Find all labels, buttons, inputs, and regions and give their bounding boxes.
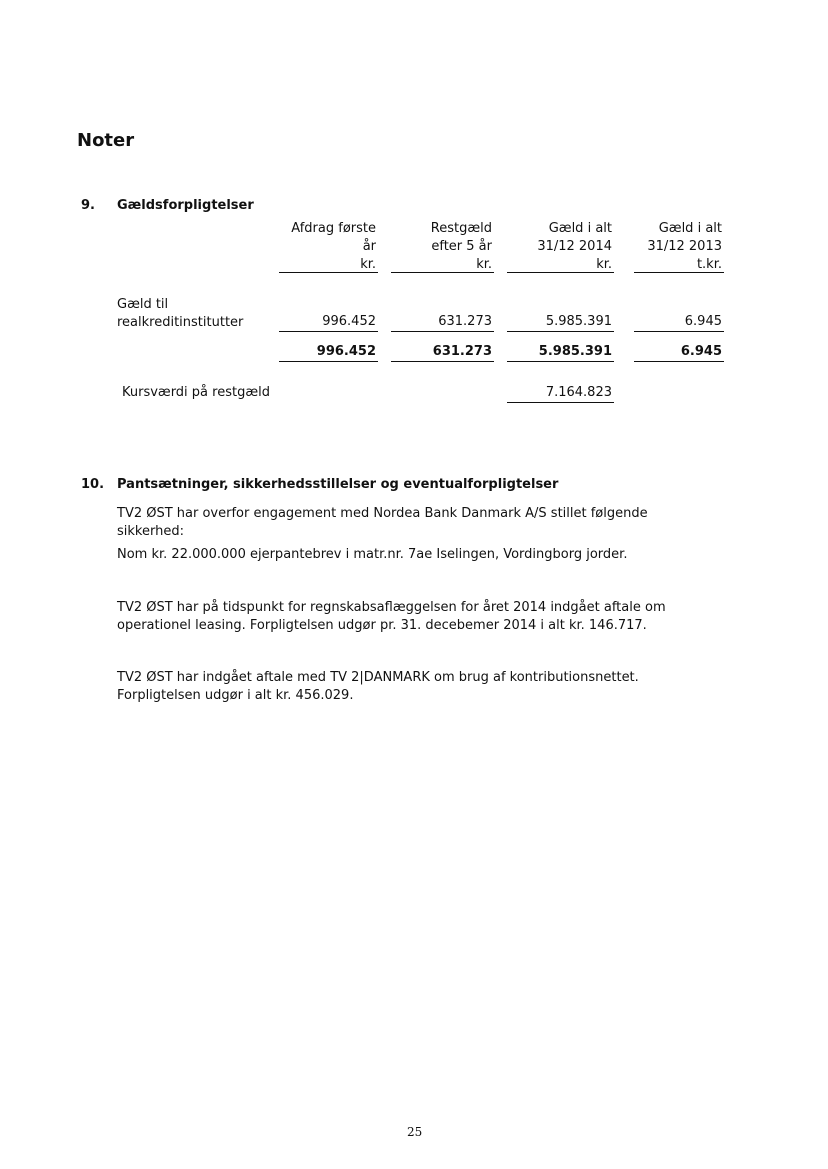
note-10-number: 10.: [81, 477, 105, 492]
row-rule: [507, 331, 614, 332]
note-10-heading: Pantsætninger, sikkerhedsstillelser og eventualforpligtelser: [117, 477, 559, 492]
note-9-heading: Gældsforpligtelser: [117, 198, 254, 213]
total-cell: 6.945: [680, 344, 722, 359]
value-cell: 5.985.391: [545, 314, 612, 329]
paragraph: Nom kr. 22.000.000 ejerpantebrev i matr.nr. 7ae Iselingen, Vordingborg jorder.: [117, 547, 628, 562]
row-rule: [279, 331, 378, 332]
header-rule: [507, 272, 614, 273]
header-rule: [279, 272, 378, 273]
total-rule: [634, 361, 724, 362]
paragraph: TV2 ØST har overfor engagement med Nordea Bank Danmark A/S stillet følgende sikkerhed:: [117, 506, 648, 539]
value-cell: 996.452: [322, 314, 376, 329]
column-header-gaeld-2013: Gæld i alt 31/12 2013 t.kr.: [647, 221, 722, 272]
paragraph: TV2 ØST har indgået aftale med TV 2|DANMARK om brug af kontributionsnettet. Forpligtelsen udgør i alt kr. 456.029.: [117, 670, 639, 703]
header-rule: [391, 272, 494, 273]
total-rule: [391, 361, 494, 362]
column-header-gaeld-2014: Gæld i alt 31/12 2014 kr.: [537, 221, 612, 272]
total-cell: 996.452: [316, 344, 376, 359]
row-label: Gæld til realkreditinstitutter: [117, 297, 244, 330]
row-rule: [391, 331, 494, 332]
market-value-label: Kursværdi på restgæld: [122, 385, 270, 400]
paragraph: TV2 ØST har på tidspunkt for regnskabsaflæggelsen for året 2014 indgået aftale om operationel leasing. Forpligtelsen udgør pr. 31. decebemer 2014 i alt kr. 146.717.: [117, 600, 666, 633]
page-number: 25: [407, 1125, 423, 1139]
total-rule: [279, 361, 378, 362]
page-title: Noter: [77, 130, 135, 151]
header-rule: [634, 272, 724, 273]
market-value-rule: [507, 402, 614, 403]
total-cell: 5.985.391: [538, 344, 612, 359]
value-cell: 631.273: [438, 314, 492, 329]
value-cell: 6.945: [684, 314, 722, 329]
total-rule: [507, 361, 614, 362]
note-9-number: 9.: [81, 198, 95, 213]
column-header-restgaeld: Restgæld efter 5 år kr.: [430, 221, 492, 272]
total-cell: 631.273: [432, 344, 492, 359]
market-value: 7.164.823: [545, 385, 612, 400]
row-rule: [634, 331, 724, 332]
column-header-afdrag: Afdrag første år kr.: [291, 221, 376, 272]
